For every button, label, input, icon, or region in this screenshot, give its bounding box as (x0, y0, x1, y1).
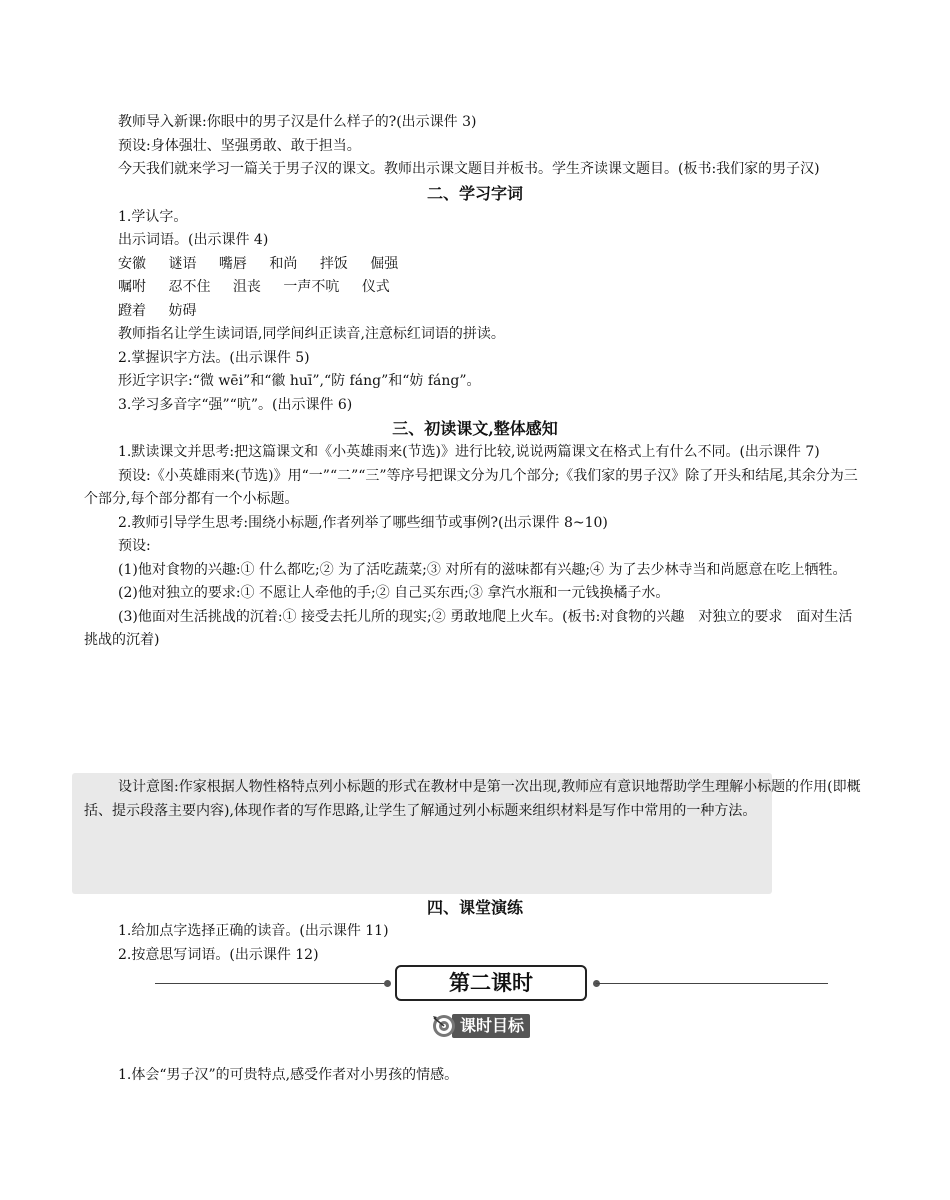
intro-paragraph-1: 教师导入新课:你眼中的男子汉是什么样子的?(出示课件 3) (118, 114, 477, 130)
word-row-2 (84, 276, 866, 300)
section-2-method: 形近字识字:“微 wēi”和“徽 huī”,“防 fáng”和“妨 fáng”。 (118, 373, 481, 389)
lesson-2-banner (155, 964, 828, 1004)
word: 蹬着 (118, 302, 146, 319)
section-3-result-1: (1)他对食物的兴趣:① 什么都吃;② 为了活吃蔬菜;③ 对所有的滋味都有兴趣;④ 为了去少林寺当和尚愿意在吃上牺牲。 (118, 561, 847, 578)
section-3-question-2: 2.教师引导学生思考:围绕小标题,作者列举了哪些细节或事例?(出示课件 8~10) (118, 514, 608, 531)
lesson-goal-1: 1.体会“男子汉”的可贵特点,感受作者对小男孩的情感。 (118, 1067, 459, 1083)
target-icon (432, 1014, 456, 1038)
word: 仪式 (361, 279, 390, 295)
section-3-heading: 三、初读课文,整体感知 (392, 419, 558, 438)
section-3-result-2: (2)他对独立的要求:① 不愿让人牵他的手;② 自己买东西;③ 拿汽水瓶和一元钱换橘子水。 (118, 585, 670, 601)
word: 谜语 (168, 255, 197, 272)
exercise-1: 1.给加点字选择正确的读音。(出示课件 11) (118, 923, 389, 939)
design-intent-text: 设计意图:作家根据人物性格特点列小标题的形式在教材中是第一次出现,教师应有意识地帮助学生理解小标题的作用(即概括、提示段落主要内容),体现作者的写作思路,让学生了解通过列小标题来组织材料是写作中常用的一种方法。 (84, 779, 861, 819)
banner-right-line (596, 983, 828, 984)
word: 沮丧 (232, 279, 261, 295)
word: 倔强 (370, 255, 399, 272)
lesson-goals-badge (432, 1013, 530, 1039)
section-3-question-1: 1.默读课文并思考:把这篇课文和《小英雄雨来(节选)》进行比较,说说两篇课文在格式上有什么不同。(出示课件 7) (118, 444, 820, 460)
word: 一声不吭 (283, 279, 340, 295)
section-2-item-3: 3.学习多音字“强”“吭”。(出示课件 6) (118, 396, 353, 413)
main-content (84, 111, 866, 653)
section-4-heading: 四、课堂演练 (426, 898, 523, 917)
section-2-heading: 二、学习字词 (426, 183, 523, 203)
section-2-teacher-note: 教师指名让学生读词语,同学间纠正读音,注意标红词语的拼读。 (118, 326, 505, 342)
word: 和尚 (269, 255, 298, 272)
section-3-answer-1: 预设:《小英雄雨来(节选)》用“一”“二”“三”等序号把课文分为几个部分;《我们家的男子汉》除了开头和结尾,其余分为三个部分,每个部分都有一个小标题。 (84, 467, 858, 507)
word: 嘱咐 (118, 279, 146, 295)
word: 嘴唇 (218, 255, 247, 272)
section-3-preset: 预设: (118, 538, 151, 554)
lesson-2-title: 第二课时 (395, 965, 587, 1001)
word-row-1 (84, 253, 866, 277)
intro-paragraph-3: 今天我们就来学习一篇关于男子汉的课文。教师出示课文题目并板书。学生齐读课文题目。(板书:我们家的男子汉) (118, 161, 820, 177)
word: 拌饭 (319, 255, 348, 272)
section-2-show-words: 出示词语。(出示课件 4) (118, 232, 269, 248)
banner-left-line (155, 983, 387, 984)
section-4-exercises (84, 920, 866, 967)
section-3-result-3: (3)他面对生活挑战的沉着:① 接受去托儿所的现实;② 勇敢地爬上火车。(板书:对食物的兴趣 对独立的要求 面对生活挑战的沉着) (84, 608, 853, 648)
section-2-item-2: 2.掌握识字方法。(出示课件 5) (118, 349, 310, 366)
section-2-item-1: 1.学认字。 (118, 208, 188, 225)
intro-paragraph-2: 预设:身体强壮、坚强勇敢、敢于担当。 (118, 137, 361, 154)
word: 妨碍 (168, 302, 197, 319)
exercise-2: 2.按意思写词语。(出示课件 12) (118, 946, 319, 963)
lesson-goals-label: 课时目标 (452, 1014, 530, 1038)
banner-left-dot (384, 980, 391, 987)
word: 忍不住 (168, 279, 211, 295)
word-row-3 (84, 300, 866, 324)
word: 安徽 (118, 255, 146, 272)
